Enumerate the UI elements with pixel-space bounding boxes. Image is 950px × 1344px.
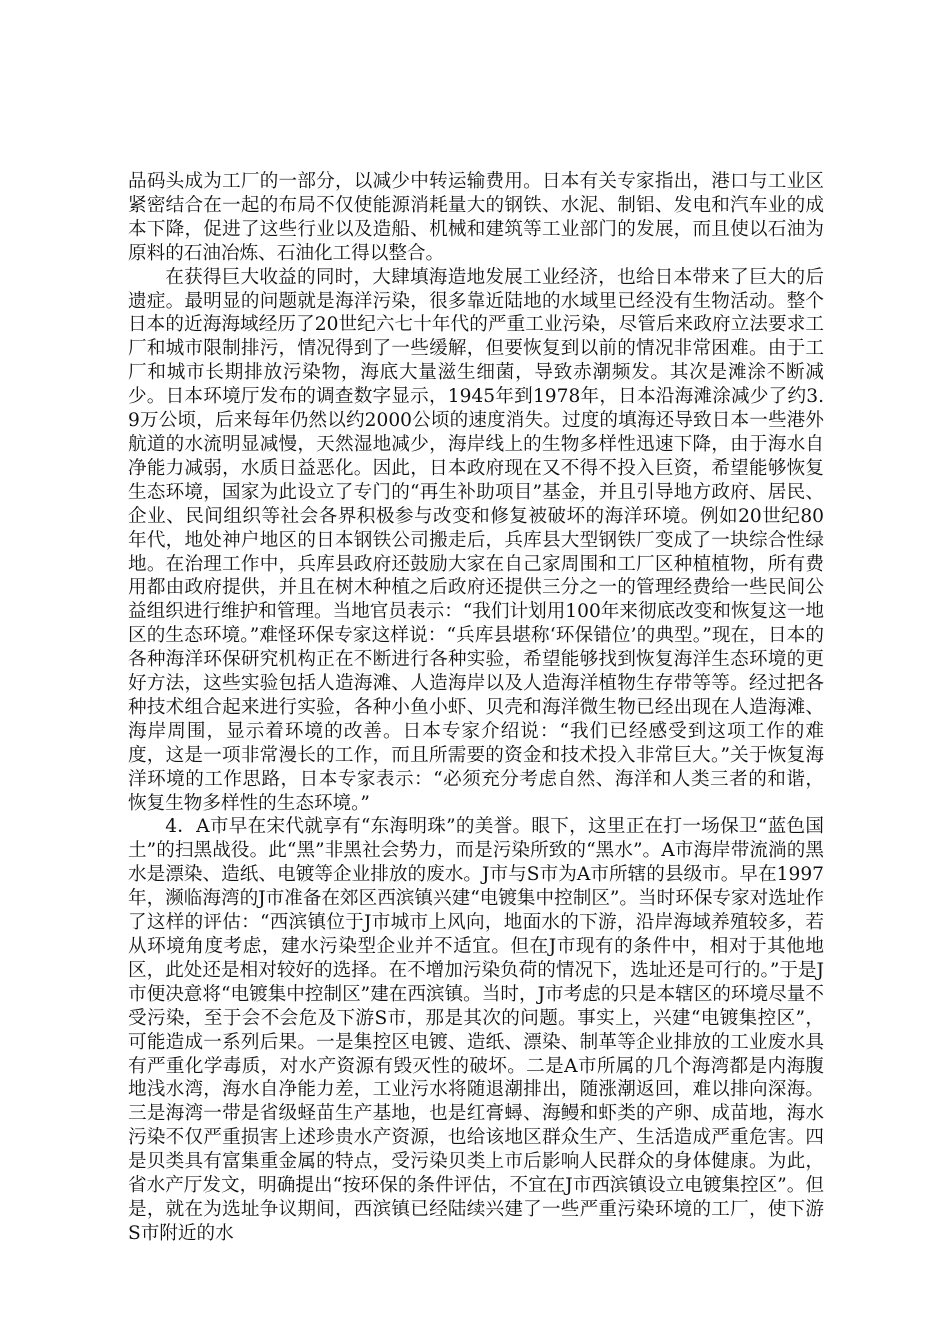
- paragraph-continuation: 品码头成为工厂的一部分，以减少中转运输费用。日本有关专家指出，港口与工业区紧密结合在一起的布局不仅使能源消耗量大的钢铁、水泥、制铝、发电和汽车业的成本下降，促进了这些行业以及造船、机械和建筑等工业部门的发展，而且使以石油为原料的石油冶炼、石油化工得以整合。: [128, 171, 824, 264]
- paragraph-japan-aftermath: 在获得巨大收益的同时，大肆填海造地发展工业经济，也给日本带来了巨大的后遗症。最明显的问题就是海洋污染，很多靠近陆地的水域里已经没有生物活动。整个日本的近海海域经历了20世纪六七十年代的严重工业污染，尽管后来政府立法要求工厂和城市限制排污，情况得到了一些缓解，但要恢复到以前的情况非常困难。由于工厂和城市长期排放污染物，海底大量滋生细菌，导致赤潮频发。其次是滩涂不断减少。日本环境厅发布的调查数字显示，1945年到1978年，日本沿海滩涂减少了约3.9万公顷，后来每年仍然以约2000公顷的速度消失。过度的填海还导致日本一些港外航道的水流明显减慢，天然湿地减少，海岸线上的生物多样性迅速下降，由于海水自净能力减弱，水质日益恶化。因此，日本政府现在又不得不投入巨资，希望能够恢复生态环境，国家为此设立了专门的“再生补助项目”基金，并且引导地方政府、居民、企业、民间组织等社会各界积极参与改变和修复被破坏的海洋环境。例如20世纪80年代，地处神户地区的日本钢铁公司搬走后，兵库县大型钢铁厂变成了一块综合性绿地。在治理工作中，兵库县政府还鼓励大家在自己家周围和工厂区种植植物，所有费用都由政府提供，并且在树木种植之后政府还提供三分之一的管理经费给一些民间公益组织进行维护和管理。当地官员表示：“我们计划用100年来彻底改变和恢复这一地区的生态环境。”难怪环保专家这样说：“兵库县堪称‘环保错位’的典型。”现在，日本的各种海洋环保研究机构正在不断进行各种实验，希望能够找到恢复海洋生态环境的更好方法，这些实验包括人造海滩、人造海岸以及人造海洋植物生存带等等。经过把各种技术组合起来进行实验，各种小鱼小虾、贝壳和海洋微生物已经出现在人造海滩、海岸周围，显示着环境的改善。日本专家介绍说：“我们已经感受到这项工作的难度，这是一项非常漫长的工作，而且所需要的资金和技术投入非常巨大。”关于恢复海洋环境的工作思路，日本专家表示：“必须充分考虑自然、海洋和人类三者的和谐，恢复生物多样性的生态环境。”: [128, 266, 824, 814]
- paragraph-item-4: 4．A市早在宋代就享有“东海明珠”的美誉。眼下，这里正在打一场保卫“蓝色国土”的扫黑战役。此“黑”非黑社会势力，而是污染所致的“黑水”。A市海岸带流淌的黑水是漂染、造纸、电镀等企业排放的废水。J市与S市为A市所辖的县级市。早在1997年，濒临海湾的J市准备在郊区西滨镇兴建“电镀集中控制区”。当时环保专家对选址作了这样的评估：“西滨镇位于J市城市上风向，地面水的下游，沿岸海域养殖较多，若从环境角度考虑，建水污染型企业并不适宜。但在J市现有的条件中，相对于其他地区，此处还是相对较好的选择。在不增加污染负荷的情况下，选址还是可行的。”于是J市便决意将“电镀集中控制区”建在西滨镇。当时，J市考虑的只是本辖区的环境尽量不受污染，至于会不会危及下游S市，那是其次的问题。事实上，兴建“电镀集控区”，可能造成一系列后果。一是集控区电镀、造纸、漂染、制革等企业排放的工业废水具有严重化学毒质，对水产资源有毁灭性的破坏。二是A市所属的几个海湾都是内海腹地浅水湾，海水自净能力差，工业污水将随退潮排出，随涨潮返回，难以排向深海。三是海湾一带是省级蛏苗生产基地，也是红膏蟳、海鳗和虾类的产卵、成苗地，海水污染不仅严重损害上述珍贵水产资源，也给该地区群众生产、生活造成严重危害。四是贝类具有富集重金属的特点，受污染贝类上市后影响人民群众的身体健康。为此，省水产厅发文，明确提出“按环保的条件评估，不宜在J市西滨镇设立电镀集控区”。但是，就在为选址争议期间，西滨镇已经陆续兴建了一些严重污染环境的工厂，使下游S市附近的水: [128, 816, 824, 1244]
- body-text: [128, 170, 824, 1246]
